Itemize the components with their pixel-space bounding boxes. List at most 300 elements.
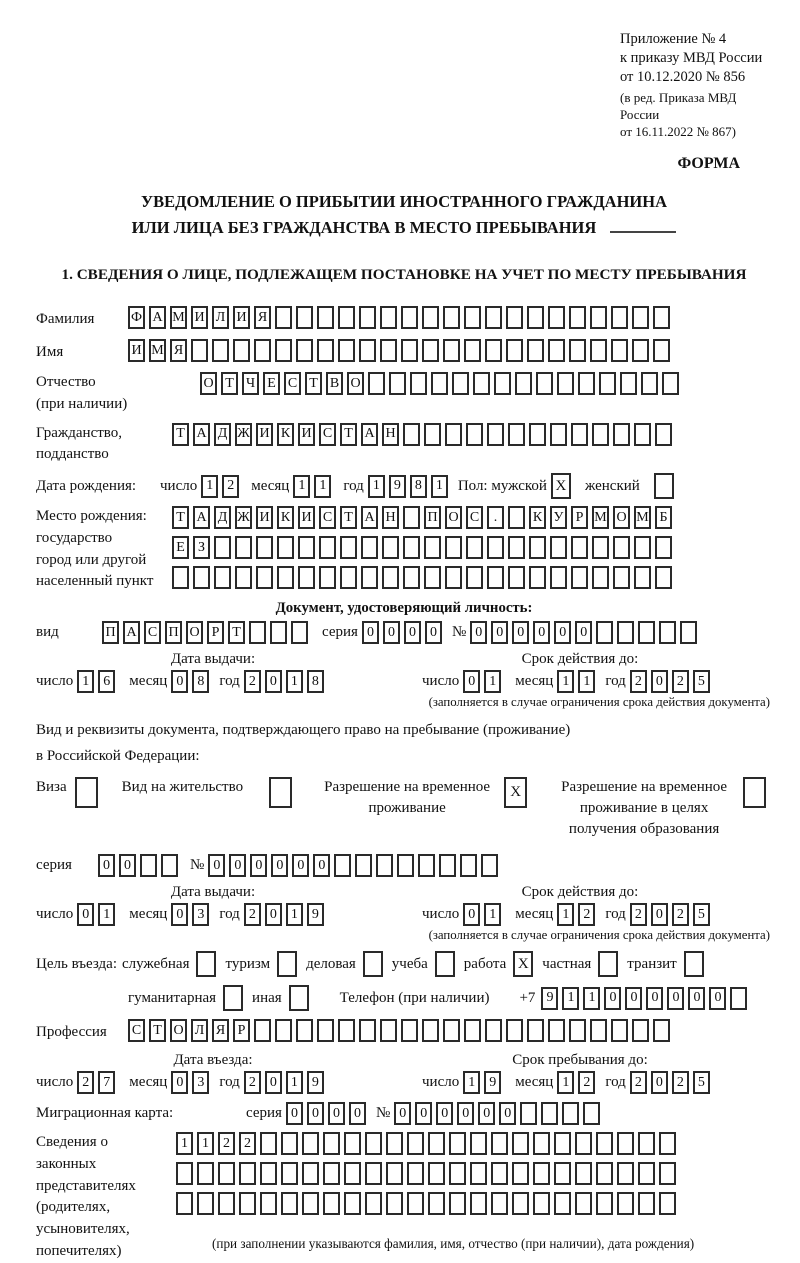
char-cell[interactable]	[470, 1162, 487, 1185]
char-cell[interactable]: 0	[457, 1102, 474, 1125]
char-cell[interactable]: 0	[651, 903, 668, 926]
char-cell[interactable]: 1	[197, 1132, 214, 1155]
char-cell[interactable]: 0	[404, 621, 421, 644]
char-cell[interactable]	[403, 423, 420, 446]
char-cell[interactable]	[397, 854, 414, 877]
char-cell[interactable]	[302, 1192, 319, 1215]
char-cell[interactable]	[466, 536, 483, 559]
char-cell[interactable]	[296, 339, 313, 362]
char-cell[interactable]	[449, 1192, 466, 1215]
char-cell[interactable]	[569, 339, 586, 362]
char-cell[interactable]	[655, 423, 672, 446]
char-cell[interactable]	[653, 1019, 670, 1042]
char-cell[interactable]	[554, 1162, 571, 1185]
char-cell[interactable]: Н	[382, 423, 399, 446]
char-cell[interactable]	[491, 1162, 508, 1185]
char-cell[interactable]	[550, 536, 567, 559]
char-cell[interactable]: С	[144, 621, 161, 644]
char-cell[interactable]	[460, 854, 477, 877]
char-cell[interactable]	[431, 372, 448, 395]
char-cell[interactable]: 0	[362, 621, 379, 644]
char-cell[interactable]: 0	[436, 1102, 453, 1125]
char-cell[interactable]: М	[149, 339, 166, 362]
char-cell[interactable]	[527, 1019, 544, 1042]
char-cell[interactable]	[562, 1102, 579, 1125]
char-cell[interactable]	[452, 372, 469, 395]
char-cell[interactable]: 2	[239, 1132, 256, 1155]
char-cell[interactable]: 3	[192, 903, 209, 926]
char-cell[interactable]	[529, 423, 546, 446]
char-cell[interactable]	[361, 566, 378, 589]
char-cell[interactable]: 0	[98, 854, 115, 877]
char-cell[interactable]: 1	[557, 1071, 574, 1094]
char-cell[interactable]: 0	[208, 854, 225, 877]
char-cell[interactable]	[485, 1019, 502, 1042]
char-cell[interactable]	[275, 1019, 292, 1042]
char-cell[interactable]	[386, 1132, 403, 1155]
visa-checkbox[interactable]	[75, 777, 98, 808]
char-cell[interactable]	[554, 1132, 571, 1155]
char-cell[interactable]	[541, 1102, 558, 1125]
char-cell[interactable]: 0	[250, 854, 267, 877]
char-cell[interactable]	[270, 621, 287, 644]
char-cell[interactable]	[575, 1132, 592, 1155]
char-cell[interactable]	[380, 339, 397, 362]
char-cell[interactable]: 0	[328, 1102, 345, 1125]
char-cell[interactable]	[176, 1162, 193, 1185]
purpose-work-checkbox[interactable]: X	[513, 951, 533, 977]
char-cell[interactable]	[359, 1019, 376, 1042]
char-cell[interactable]	[260, 1162, 277, 1185]
char-cell[interactable]	[527, 306, 544, 329]
char-cell[interactable]: 9	[541, 987, 558, 1010]
char-cell[interactable]: Т	[149, 1019, 166, 1042]
char-cell[interactable]	[464, 339, 481, 362]
char-cell[interactable]: И	[298, 423, 315, 446]
char-cell[interactable]	[260, 1132, 277, 1155]
char-cell[interactable]: Т	[228, 621, 245, 644]
char-cell[interactable]: 0	[313, 854, 330, 877]
char-cell[interactable]: 0	[533, 621, 550, 644]
char-cell[interactable]: 0	[265, 903, 282, 926]
char-cell[interactable]	[653, 339, 670, 362]
char-cell[interactable]	[235, 566, 252, 589]
char-cell[interactable]: 0	[651, 670, 668, 693]
char-cell[interactable]	[382, 536, 399, 559]
char-cell[interactable]: 0	[271, 854, 288, 877]
char-cell[interactable]: 1	[176, 1132, 193, 1155]
char-cell[interactable]	[193, 566, 210, 589]
char-cell[interactable]	[359, 339, 376, 362]
char-cell[interactable]: 3	[192, 1071, 209, 1094]
purpose-official-checkbox[interactable]	[196, 951, 216, 977]
char-cell[interactable]	[407, 1192, 424, 1215]
char-cell[interactable]	[403, 566, 420, 589]
char-cell[interactable]: 0	[286, 1102, 303, 1125]
char-cell[interactable]	[317, 339, 334, 362]
purpose-business-checkbox[interactable]	[363, 951, 383, 977]
char-cell[interactable]	[617, 1162, 634, 1185]
char-cell[interactable]: 0	[307, 1102, 324, 1125]
char-cell[interactable]	[424, 423, 441, 446]
char-cell[interactable]	[428, 1162, 445, 1185]
char-cell[interactable]: 1	[484, 903, 501, 926]
char-cell[interactable]: 1	[286, 670, 303, 693]
char-cell[interactable]	[506, 339, 523, 362]
char-cell[interactable]: 1	[98, 903, 115, 926]
char-cell[interactable]: 7	[98, 1071, 115, 1094]
char-cell[interactable]	[249, 621, 266, 644]
char-cell[interactable]	[291, 621, 308, 644]
char-cell[interactable]	[481, 854, 498, 877]
char-cell[interactable]: И	[191, 306, 208, 329]
char-cell[interactable]: Т	[221, 372, 238, 395]
char-cell[interactable]	[239, 1192, 256, 1215]
char-cell[interactable]: У	[550, 506, 567, 529]
char-cell[interactable]	[445, 566, 462, 589]
char-cell[interactable]	[449, 1162, 466, 1185]
char-cell[interactable]	[592, 566, 609, 589]
char-cell[interactable]	[319, 536, 336, 559]
char-cell[interactable]	[386, 1162, 403, 1185]
char-cell[interactable]	[578, 372, 595, 395]
char-cell[interactable]: Т	[305, 372, 322, 395]
char-cell[interactable]: Р	[207, 621, 224, 644]
char-cell[interactable]	[569, 1019, 586, 1042]
char-cell[interactable]	[659, 1132, 676, 1155]
char-cell[interactable]: 2	[77, 1071, 94, 1094]
char-cell[interactable]: К	[277, 506, 294, 529]
char-cell[interactable]	[638, 621, 655, 644]
char-cell[interactable]	[596, 1132, 613, 1155]
char-cell[interactable]: 0	[415, 1102, 432, 1125]
char-cell[interactable]	[424, 536, 441, 559]
char-cell[interactable]	[214, 566, 231, 589]
char-cell[interactable]	[659, 621, 676, 644]
char-cell[interactable]	[443, 1019, 460, 1042]
char-cell[interactable]	[599, 372, 616, 395]
char-cell[interactable]	[590, 306, 607, 329]
char-cell[interactable]	[418, 854, 435, 877]
char-cell[interactable]: 0	[463, 903, 480, 926]
char-cell[interactable]	[592, 536, 609, 559]
char-cell[interactable]: А	[193, 506, 210, 529]
char-cell[interactable]	[317, 306, 334, 329]
char-cell[interactable]	[298, 566, 315, 589]
char-cell[interactable]	[445, 423, 462, 446]
char-cell[interactable]: 2	[672, 1071, 689, 1094]
char-cell[interactable]: 2	[630, 1071, 647, 1094]
char-cell[interactable]	[508, 536, 525, 559]
char-cell[interactable]	[368, 372, 385, 395]
char-cell[interactable]: 0	[625, 987, 642, 1010]
char-cell[interactable]	[473, 372, 490, 395]
char-cell[interactable]: 1	[314, 475, 331, 498]
char-cell[interactable]	[620, 372, 637, 395]
char-cell[interactable]: 1	[557, 670, 574, 693]
char-cell[interactable]: 0	[688, 987, 705, 1010]
char-cell[interactable]: М	[592, 506, 609, 529]
char-cell[interactable]	[613, 566, 630, 589]
char-cell[interactable]: О	[613, 506, 630, 529]
char-cell[interactable]	[365, 1132, 382, 1155]
char-cell[interactable]	[380, 1019, 397, 1042]
char-cell[interactable]	[256, 536, 273, 559]
char-cell[interactable]	[344, 1132, 361, 1155]
char-cell[interactable]	[634, 566, 651, 589]
char-cell[interactable]	[638, 1162, 655, 1185]
char-cell[interactable]	[655, 536, 672, 559]
char-cell[interactable]: 0	[171, 670, 188, 693]
char-cell[interactable]: Ж	[235, 423, 252, 446]
char-cell[interactable]	[338, 1019, 355, 1042]
char-cell[interactable]	[557, 372, 574, 395]
char-cell[interactable]	[590, 339, 607, 362]
char-cell[interactable]	[485, 339, 502, 362]
char-cell[interactable]: 9	[484, 1071, 501, 1094]
char-cell[interactable]	[376, 854, 393, 877]
char-cell[interactable]	[508, 566, 525, 589]
char-cell[interactable]: 5	[693, 903, 710, 926]
char-cell[interactable]: 2	[672, 903, 689, 926]
char-cell[interactable]: А	[149, 306, 166, 329]
char-cell[interactable]: С	[128, 1019, 145, 1042]
char-cell[interactable]: О	[170, 1019, 187, 1042]
char-cell[interactable]: 0	[646, 987, 663, 1010]
char-cell[interactable]: И	[256, 506, 273, 529]
char-cell[interactable]: 1	[463, 1071, 480, 1094]
char-cell[interactable]	[449, 1132, 466, 1155]
char-cell[interactable]: Р	[233, 1019, 250, 1042]
char-cell[interactable]: 2	[244, 670, 261, 693]
char-cell[interactable]: Д	[214, 506, 231, 529]
char-cell[interactable]: Т	[340, 423, 357, 446]
char-cell[interactable]: 1	[77, 670, 94, 693]
char-cell[interactable]	[218, 1192, 235, 1215]
char-cell[interactable]: Б	[655, 506, 672, 529]
char-cell[interactable]	[319, 566, 336, 589]
char-cell[interactable]: 1	[484, 670, 501, 693]
char-cell[interactable]	[515, 372, 532, 395]
char-cell[interactable]	[617, 1132, 634, 1155]
char-cell[interactable]	[254, 1019, 271, 1042]
char-cell[interactable]: 0	[512, 621, 529, 644]
char-cell[interactable]	[302, 1162, 319, 1185]
char-cell[interactable]: А	[361, 423, 378, 446]
char-cell[interactable]	[334, 854, 351, 877]
char-cell[interactable]	[298, 536, 315, 559]
char-cell[interactable]: А	[193, 423, 210, 446]
char-cell[interactable]	[277, 536, 294, 559]
char-cell[interactable]: 1	[293, 475, 310, 498]
char-cell[interactable]	[613, 536, 630, 559]
temp-residence-education-checkbox[interactable]	[743, 777, 766, 808]
char-cell[interactable]	[512, 1192, 529, 1215]
char-cell[interactable]	[491, 1132, 508, 1155]
char-cell[interactable]: Д	[214, 423, 231, 446]
purpose-other-checkbox[interactable]	[289, 985, 309, 1011]
char-cell[interactable]	[407, 1132, 424, 1155]
purpose-private-checkbox[interactable]	[598, 951, 618, 977]
char-cell[interactable]: 0	[349, 1102, 366, 1125]
char-cell[interactable]: Е	[172, 536, 189, 559]
char-cell[interactable]	[680, 621, 697, 644]
char-cell[interactable]: 1	[583, 987, 600, 1010]
char-cell[interactable]	[590, 1019, 607, 1042]
char-cell[interactable]	[214, 536, 231, 559]
char-cell[interactable]: 0	[554, 621, 571, 644]
char-cell[interactable]: 5	[693, 670, 710, 693]
char-cell[interactable]: И	[233, 306, 250, 329]
char-cell[interactable]: 1	[286, 1071, 303, 1094]
char-cell[interactable]: 0	[709, 987, 726, 1010]
char-cell[interactable]	[529, 536, 546, 559]
char-cell[interactable]	[506, 306, 523, 329]
char-cell[interactable]	[506, 1019, 523, 1042]
char-cell[interactable]	[443, 306, 460, 329]
char-cell[interactable]	[536, 372, 553, 395]
char-cell[interactable]: 1	[431, 475, 448, 498]
char-cell[interactable]	[575, 1192, 592, 1215]
char-cell[interactable]: 0	[478, 1102, 495, 1125]
char-cell[interactable]: 9	[307, 903, 324, 926]
char-cell[interactable]: П	[102, 621, 119, 644]
char-cell[interactable]	[361, 536, 378, 559]
char-cell[interactable]	[140, 854, 157, 877]
char-cell[interactable]: В	[326, 372, 343, 395]
char-cell[interactable]	[389, 372, 406, 395]
char-cell[interactable]: С	[284, 372, 301, 395]
char-cell[interactable]: 1	[578, 670, 595, 693]
char-cell[interactable]	[355, 854, 372, 877]
char-cell[interactable]	[512, 1132, 529, 1155]
char-cell[interactable]	[172, 566, 189, 589]
char-cell[interactable]	[281, 1132, 298, 1155]
char-cell[interactable]: О	[347, 372, 364, 395]
char-cell[interactable]: 0	[575, 621, 592, 644]
char-cell[interactable]: А	[361, 506, 378, 529]
char-cell[interactable]: М	[634, 506, 651, 529]
char-cell[interactable]	[571, 536, 588, 559]
char-cell[interactable]: 0	[265, 670, 282, 693]
char-cell[interactable]	[424, 566, 441, 589]
char-cell[interactable]	[235, 536, 252, 559]
char-cell[interactable]: 2	[630, 670, 647, 693]
char-cell[interactable]	[613, 423, 630, 446]
char-cell[interactable]	[638, 1132, 655, 1155]
char-cell[interactable]	[197, 1162, 214, 1185]
char-cell[interactable]	[176, 1192, 193, 1215]
char-cell[interactable]: 0	[171, 1071, 188, 1094]
char-cell[interactable]: 2	[244, 903, 261, 926]
char-cell[interactable]: К	[529, 506, 546, 529]
char-cell[interactable]	[422, 306, 439, 329]
char-cell[interactable]	[428, 1192, 445, 1215]
char-cell[interactable]: 2	[244, 1071, 261, 1094]
char-cell[interactable]	[512, 1162, 529, 1185]
char-cell[interactable]: Л	[212, 306, 229, 329]
char-cell[interactable]: 1	[286, 903, 303, 926]
char-cell[interactable]: 0	[229, 854, 246, 877]
char-cell[interactable]	[281, 1192, 298, 1215]
char-cell[interactable]	[529, 566, 546, 589]
char-cell[interactable]	[730, 987, 747, 1010]
char-cell[interactable]	[428, 1132, 445, 1155]
char-cell[interactable]	[407, 1162, 424, 1185]
char-cell[interactable]: 1	[201, 475, 218, 498]
char-cell[interactable]	[401, 306, 418, 329]
char-cell[interactable]	[632, 306, 649, 329]
char-cell[interactable]: 0	[383, 621, 400, 644]
char-cell[interactable]: М	[170, 306, 187, 329]
char-cell[interactable]	[317, 1019, 334, 1042]
char-cell[interactable]	[550, 566, 567, 589]
char-cell[interactable]	[422, 1019, 439, 1042]
char-cell[interactable]: 0	[651, 1071, 668, 1094]
char-cell[interactable]	[596, 1192, 613, 1215]
char-cell[interactable]: 0	[667, 987, 684, 1010]
char-cell[interactable]: 9	[307, 1071, 324, 1094]
char-cell[interactable]: Р	[571, 506, 588, 529]
char-cell[interactable]	[632, 339, 649, 362]
char-cell[interactable]	[275, 306, 292, 329]
char-cell[interactable]	[302, 1132, 319, 1155]
char-cell[interactable]: 1	[557, 903, 574, 926]
char-cell[interactable]	[485, 306, 502, 329]
char-cell[interactable]: 1	[562, 987, 579, 1010]
char-cell[interactable]: Н	[382, 506, 399, 529]
char-cell[interactable]: И	[298, 506, 315, 529]
char-cell[interactable]	[533, 1162, 550, 1185]
char-cell[interactable]: 8	[307, 670, 324, 693]
char-cell[interactable]	[466, 423, 483, 446]
residence-permit-checkbox[interactable]	[269, 777, 292, 808]
char-cell[interactable]	[344, 1192, 361, 1215]
char-cell[interactable]	[527, 339, 544, 362]
char-cell[interactable]	[487, 566, 504, 589]
char-cell[interactable]	[401, 1019, 418, 1042]
char-cell[interactable]: 8	[192, 670, 209, 693]
char-cell[interactable]	[401, 339, 418, 362]
char-cell[interactable]: 2	[578, 1071, 595, 1094]
char-cell[interactable]: И	[128, 339, 145, 362]
char-cell[interactable]	[365, 1162, 382, 1185]
char-cell[interactable]	[641, 372, 658, 395]
char-cell[interactable]	[655, 566, 672, 589]
char-cell[interactable]: О	[445, 506, 462, 529]
char-cell[interactable]	[520, 1102, 537, 1125]
char-cell[interactable]: И	[256, 423, 273, 446]
char-cell[interactable]: 0	[463, 670, 480, 693]
char-cell[interactable]	[548, 339, 565, 362]
char-cell[interactable]: О	[200, 372, 217, 395]
char-cell[interactable]	[254, 339, 271, 362]
char-cell[interactable]	[323, 1192, 340, 1215]
char-cell[interactable]	[239, 1162, 256, 1185]
char-cell[interactable]	[470, 1192, 487, 1215]
char-cell[interactable]	[277, 566, 294, 589]
char-cell[interactable]	[554, 1192, 571, 1215]
char-cell[interactable]: О	[186, 621, 203, 644]
char-cell[interactable]	[256, 566, 273, 589]
char-cell[interactable]: Т	[172, 506, 189, 529]
char-cell[interactable]	[191, 339, 208, 362]
char-cell[interactable]	[491, 1192, 508, 1215]
char-cell[interactable]	[338, 306, 355, 329]
char-cell[interactable]	[550, 423, 567, 446]
char-cell[interactable]	[344, 1162, 361, 1185]
char-cell[interactable]	[571, 566, 588, 589]
